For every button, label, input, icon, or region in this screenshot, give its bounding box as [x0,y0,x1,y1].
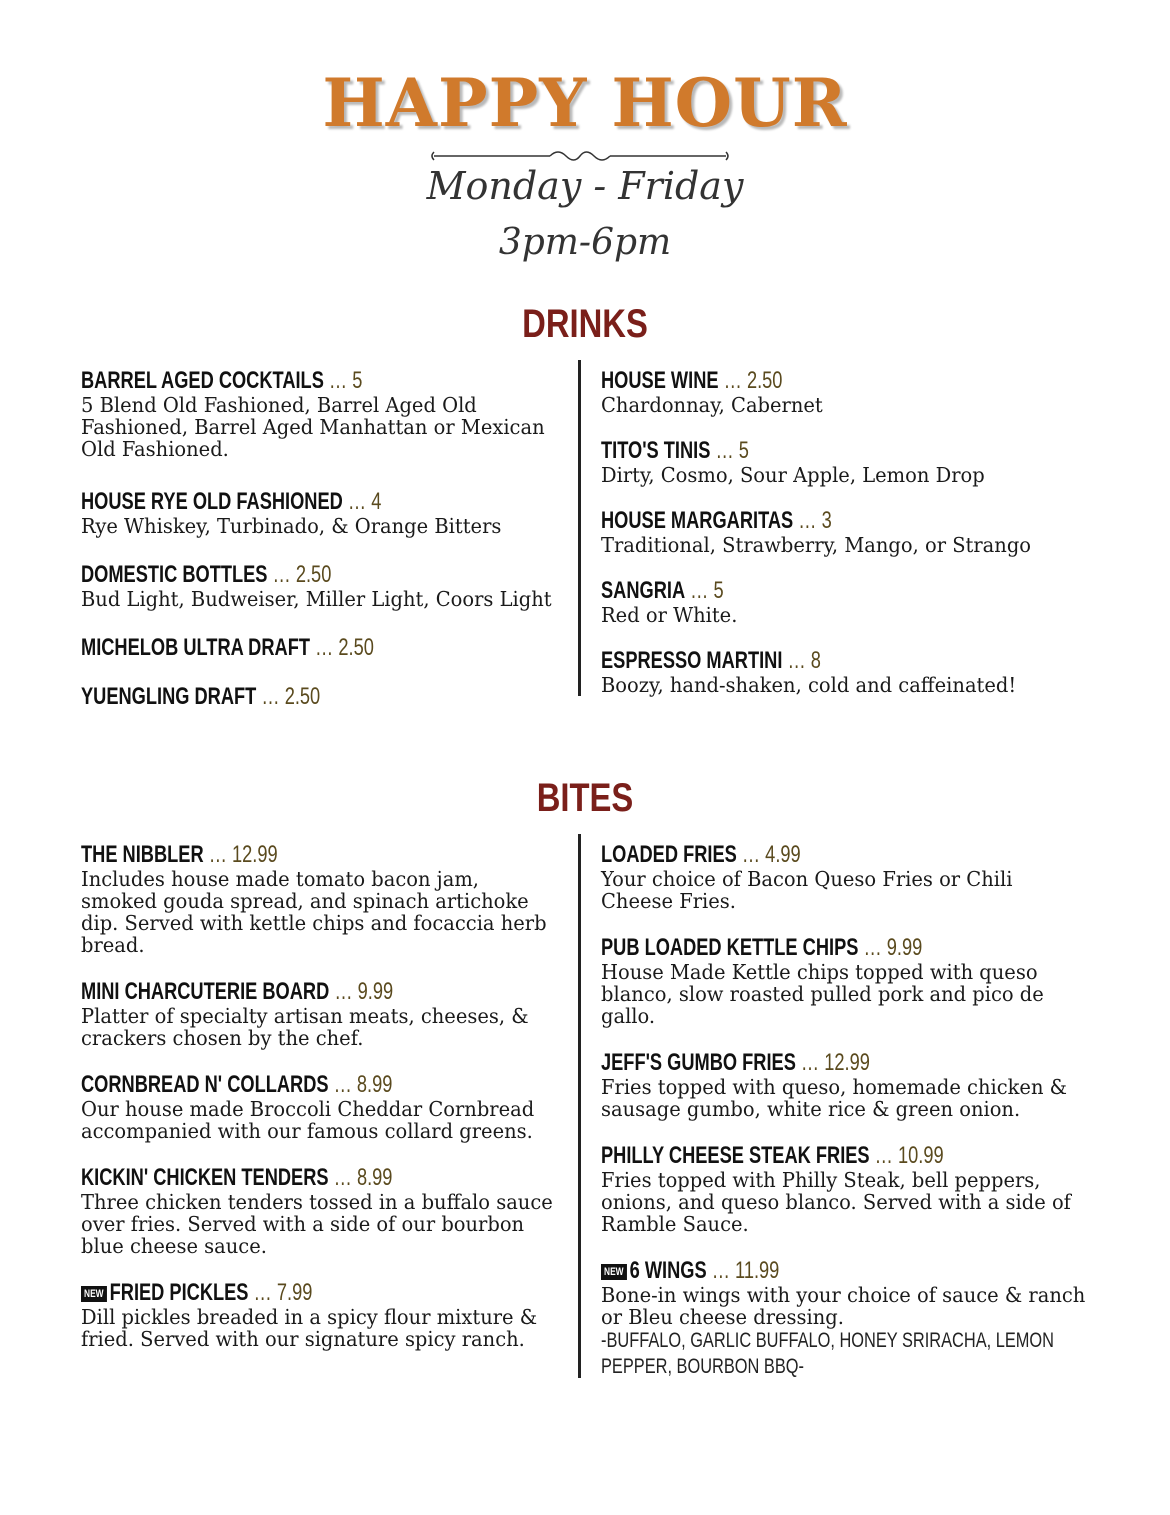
item-name: DOMESTIC BOTTLES [81,561,268,588]
item-description: Dirty, Cosmo, Sour Apple, Lemon Drop [601,463,985,487]
item-price: 9.99 [357,978,394,1005]
days-text: Monday - Friday [426,164,744,208]
item-name: BARREL AGED COCKTAILS [81,367,324,394]
bites-left-column [81,841,561,1364]
item-name: KICKIN' CHICKEN TENDERS [81,1164,329,1191]
item-description: 5 Blend Old Fashioned, Barrel Aged Old Fashioned, Barrel Aged Manhattan or Mexican Old Fashioned. [81,393,545,461]
item-description: House Made Kettle chips topped with queso blanco, slow roasted pulled pork and pico de gallo. [601,960,1044,1028]
drinks-right-column [601,367,1091,710]
item-name: SANGRIA [601,577,686,604]
item-name: PHILLY CHEESE STEAK FRIES [601,1142,870,1169]
item-name: MICHELOB ULTRA DRAFT [81,634,310,661]
menu-item: HOUSE RYE OLD FASHIONED … 4 Rye Whiskey, Turbinado, & Orange Bitters [81,488,561,537]
item-description: Our house made Broccoli Cheddar Cornbread accompanied with our famous collard greens. [81,1097,535,1143]
item-description: Includes house made tomato bacon jam, smoked gouda spread, and spinach artichoke dip. Served with kettle chips and focaccia herb bread. [81,867,547,957]
menu-item: HOUSE MARGARITAS … 3 Traditional, Strawberry, Mango, or Strango [601,507,1091,556]
item-description: Fries topped with Philly Steak, bell peppers, onions, and queso blanco. Served with a side of Ramble Sauce. [601,1168,1071,1236]
menu-item: LOADED FRIES … 4.99 Your choice of Bacon Queso Fries or Chili Cheese Fries. [601,841,1091,912]
sauce-options: -BUFFALO, GARLIC BUFFALO, HONEY SRIRACHA, LEMON PEPPER, BOURBON BBQ- [601,1329,1054,1378]
item-description: Red or White. [601,603,738,627]
menu-item: MINI CHARCUTERIE BOARD … 9.99 Platter of specialty artisan meats, cheeses, & crackers chosen by the chef. [81,978,561,1049]
menu-item: JEFF'S GUMBO FRIES … 12.99 Fries topped with queso, homemade chicken & sausage gumbo, white rice & green onion. [601,1049,1091,1120]
drinks-left-column [81,367,561,724]
menu-item: PHILLY CHEESE STEAK FRIES … 10.99 Fries topped with Philly Steak, bell peppers, onions, and queso blanco. Served with a side of Ramble Sauce. [601,1142,1091,1235]
item-price: 2.50 [338,634,374,661]
item-description: Traditional, Strawberry, Mango, or Strango [601,533,1032,557]
item-price: 8.99 [356,1071,393,1098]
item-price: 4.99 [765,841,801,868]
item-price: 4 [371,488,382,515]
item-price: 9.99 [886,934,923,961]
new-badge: NEW [601,1264,627,1280]
menu-item: BARREL AGED COCKTAILS … 5 5 Blend Old Fashioned, Barrel Aged Old Fashioned, Barrel Aged Manhattan or Mexican Old Fashioned. [81,367,561,460]
item-description: Fries topped with queso, homemade chicken & sausage gumbo, white rice & green onion. [601,1075,1068,1121]
drinks-section-title: DRINKS [522,302,648,346]
item-description: Rye Whiskey, Turbinado, & Orange Bitters [81,514,502,538]
item-name: HOUSE RYE OLD FASHIONED [81,488,343,515]
item-description: Bone-in wings with your choice of sauce & ranch or Bleu cheese dressing. [601,1283,1086,1329]
item-price: 8.99 [356,1164,393,1191]
item-price: 11.99 [735,1257,780,1284]
item-price: 2.50 [295,561,332,588]
menu-item: NEW 6 WINGS … 11.99 Bone-in wings with your choice of sauce & ranch or Bleu cheese dressing. -BUFFALO, GARLIC BUFFALO, HONEY SRIRACHA, LEMON PEPPER, BOURBON BBQ- [601,1257,1091,1380]
item-price: 5 [352,367,363,394]
item-name: MINI CHARCUTERIE BOARD [81,978,330,1005]
menu-item: ESPRESSO MARTINI … 8 Boozy, hand-shaken, cold and caffeinated! [601,647,1091,696]
item-price: 10.99 [897,1142,944,1169]
item-name: HOUSE WINE [601,367,719,394]
menu-item: NEW FRIED PICKLES … 7.99 Dill pickles breaded in a spicy flour mixture & fried. Served with our signature spicy ranch. [81,1279,561,1350]
item-price: 5 [738,437,749,464]
item-name: YUENGLING DRAFT [81,683,257,710]
menu-item: HOUSE WINE … 2.50 Chardonnay, Cabernet [601,367,1091,416]
item-description: Boozy, hand-shaken, cold and caffeinated! [601,673,1017,697]
menu-item: TITO'S TINIS … 5 Dirty, Cosmo, Sour Apple, Lemon Drop [601,437,1091,486]
menu-item: THE NIBBLER … 12.99 Includes house made tomato bacon jam, smoked gouda spread, and spinach artichoke dip. Served with kettle chips and focaccia herb bread. [81,841,561,956]
item-price: 2.50 [284,683,321,710]
item-name: FRIED PICKLES [109,1279,249,1306]
bites-right-column [601,841,1091,1394]
item-name: CORNBREAD N' COLLARDS [81,1071,329,1098]
item-name: JEFF'S GUMBO FRIES [601,1049,796,1076]
item-price: 12.99 [824,1049,870,1076]
menu-item: KICKIN' CHICKEN TENDERS … 8.99 Three chicken tenders tossed in a buffalo sauce over fries. Served with a side of our bourbon blue cheese sauce. [81,1164,561,1257]
menu-item: SANGRIA … 5 Red or White. [601,577,1091,626]
item-description: Bud Light, Budweiser, Miller Light, Coors Light [81,587,552,611]
item-name: THE NIBBLER [81,841,204,868]
menu-item: MICHELOB ULTRA DRAFT … 2.50 [81,634,374,661]
menu-item: CORNBREAD N' COLLARDS … 8.99 Our house made Broccoli Cheddar Cornbread accompanied with our famous collard greens. [81,1071,561,1142]
item-description: Three chicken tenders tossed in a buffalo sauce over fries. Served with a side of our bourbon blue cheese sauce. [81,1190,553,1258]
menu-item: YUENGLING DRAFT … 2.50 [81,683,321,710]
item-name: PUB LOADED KETTLE CHIPS [601,934,859,961]
item-description: Chardonnay, Cabernet [601,393,823,417]
bites-section-title: BITES [536,776,634,820]
menu-item: DOMESTIC BOTTLES … 2.50 Bud Light, Budweiser, Miller Light, Coors Light [81,561,561,610]
hours-text: 3pm-6pm [498,222,672,263]
item-name: LOADED FRIES [601,841,737,868]
menu-title: HAPPY HOUR [322,64,848,142]
item-price: 7.99 [276,1279,313,1306]
item-name: ESPRESSO MARTINI [601,647,783,674]
ornament-divider-icon [430,146,730,166]
item-price: 5 [713,577,724,604]
drinks-column-divider [578,360,581,696]
item-description: Platter of specialty artisan meats, cheeses, & crackers chosen by the chef. [81,1004,529,1050]
item-price: 12.99 [232,841,278,868]
item-description: Your choice of Bacon Queso Fries or Chili Cheese Fries. [601,867,1013,913]
item-name: TITO'S TINIS [601,437,711,464]
item-price: 3 [821,507,832,534]
item-price: 8 [810,647,821,674]
item-description: Dill pickles breaded in a spicy flour mixture & fried. Served with our signature spicy ranch. [81,1305,538,1351]
bites-column-divider [578,834,581,1378]
item-name: 6 WINGS [629,1257,707,1284]
item-name: HOUSE MARGARITAS [601,507,794,534]
new-badge: NEW [81,1286,107,1302]
menu-item: PUB LOADED KETTLE CHIPS … 9.99 House Made Kettle chips topped with queso blanco, slow roasted pulled pork and pico de gallo. [601,934,1091,1027]
item-price: 2.50 [746,367,783,394]
